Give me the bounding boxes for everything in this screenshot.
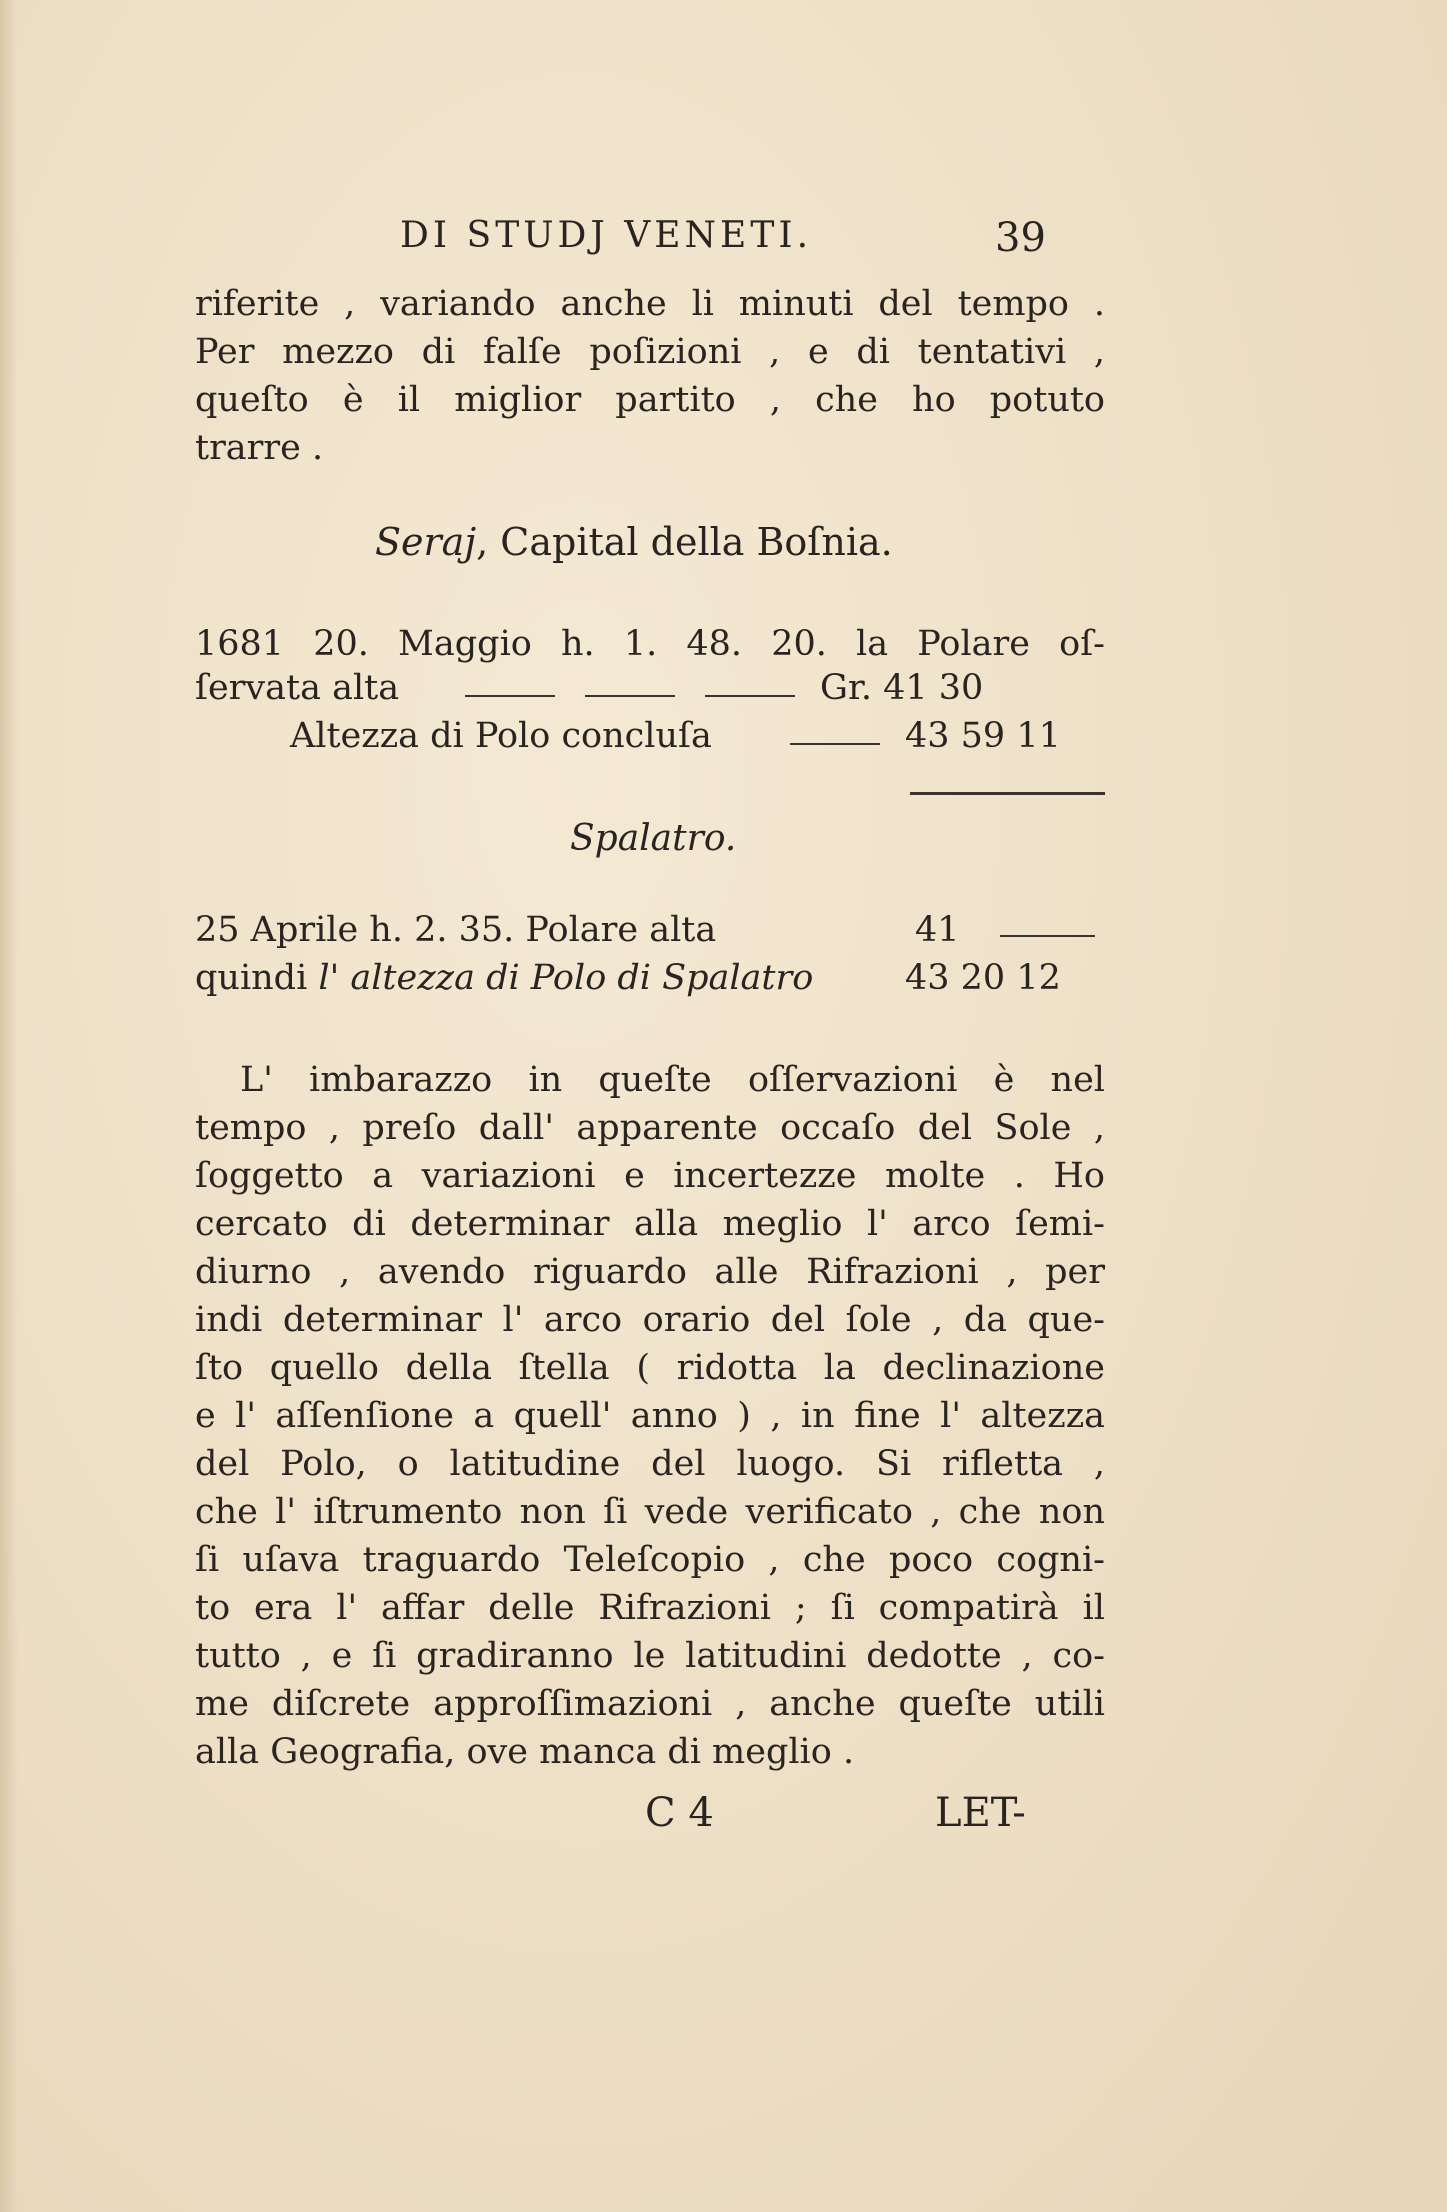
body-line: to era l' affar delle Rifrazioni ; ſi compatirà il [195,1588,1105,1628]
body-line: tempo , preſo dall' apparente occaſo del Sole , [195,1108,1105,1148]
body-line: me diſcrete approſſimazioni , anche queſte utili [195,1684,1105,1724]
observed-value: Gr. 41 30 [820,668,984,708]
section-title-rest: , Capital della Boſnia. [476,520,893,564]
dash-rule [705,695,795,697]
body-line: L' imbarazzo in queſte oſſervazioni è nel [240,1060,1105,1100]
body-line: diurno , avendo riguardo alle Rifrazioni , per [195,1252,1105,1292]
body-line: che l' iſtrumento non ſi vede verificato , che non [195,1492,1105,1532]
intro-line: riferite , variando anche li minuti del tempo . [195,284,1105,324]
body-line: e l' aſſenſione a quell' anno ) , in fine l' altezza [195,1396,1105,1436]
intro-paragraph [195,280,1105,472]
page-edge-shadow [0,0,18,2212]
section-title-italic: Seraj [375,520,477,564]
catchword: LET- [935,1790,1026,1836]
concluded-value: 43 59 11 [905,716,1061,756]
spalatro-observation: 25 Aprile h. 2. 35. Polare alta [195,910,717,950]
body-line: alla Geografia, ove manca di meglio . [195,1732,855,1772]
spalatro-value: 41 [915,910,960,950]
sum-rule [910,792,1105,795]
page-number: 39 [995,215,1046,261]
spalatro-quindi: quindi [195,958,308,998]
dash-rule [465,695,555,697]
intro-line: Per mezzo di falſe poſizioni , e di tentativi , [195,332,1105,372]
body-line: ſi uſava traguardo Teleſcopio , che poco cogni- [195,1540,1105,1580]
body-line: indi determinar l' arco orario del ſole , da que- [195,1300,1105,1340]
body-line: ſto quello della ſtella ( ridotta la declinazione [195,1348,1105,1388]
observed-label: ſervata alta [195,668,400,708]
signature-mark: C 4 [645,1790,714,1836]
spalatro-latitude-label: l' altezza di Polo di Spalatro [318,958,814,998]
running-header [400,215,1046,261]
intro-line: queſto è il miglior partito , che ho potuto [195,380,1105,420]
body-line: del Polo, o latitudine del luogo. Si rifletta , [195,1444,1105,1484]
concluded-label: Altezza di Polo concluſa [290,716,712,756]
spalatro-latitude-value: 43 20 12 [905,958,1061,998]
observation-line-2 [195,668,399,708]
observation-line: 1681 20. Maggio h. 1. 48. 20. la Polare oſ- [195,624,1105,664]
body-paragraph [195,1056,1105,1776]
body-line: ſoggetto a variazioni e incertezze molte . Ho [195,1156,1105,1196]
dash-rule [790,743,880,745]
spalatro-line-1 [195,910,716,950]
running-title: DI STUDJ VENETI. [400,215,813,256]
section-title-spalatro: Spalatro. [570,818,737,859]
section-title-seraj [375,520,893,564]
body-line: tutto , e ſi gradiranno le latitudini dedotte , co- [195,1636,1105,1676]
dash-rule [585,695,675,697]
intro-line: trarre . [195,428,324,468]
seraj-observation [195,620,1105,668]
dash-rule [1000,935,1095,937]
spalatro-line-2 [195,958,813,998]
body-line: cercato di determinar alla meglio l' arco ſemi- [195,1204,1105,1244]
